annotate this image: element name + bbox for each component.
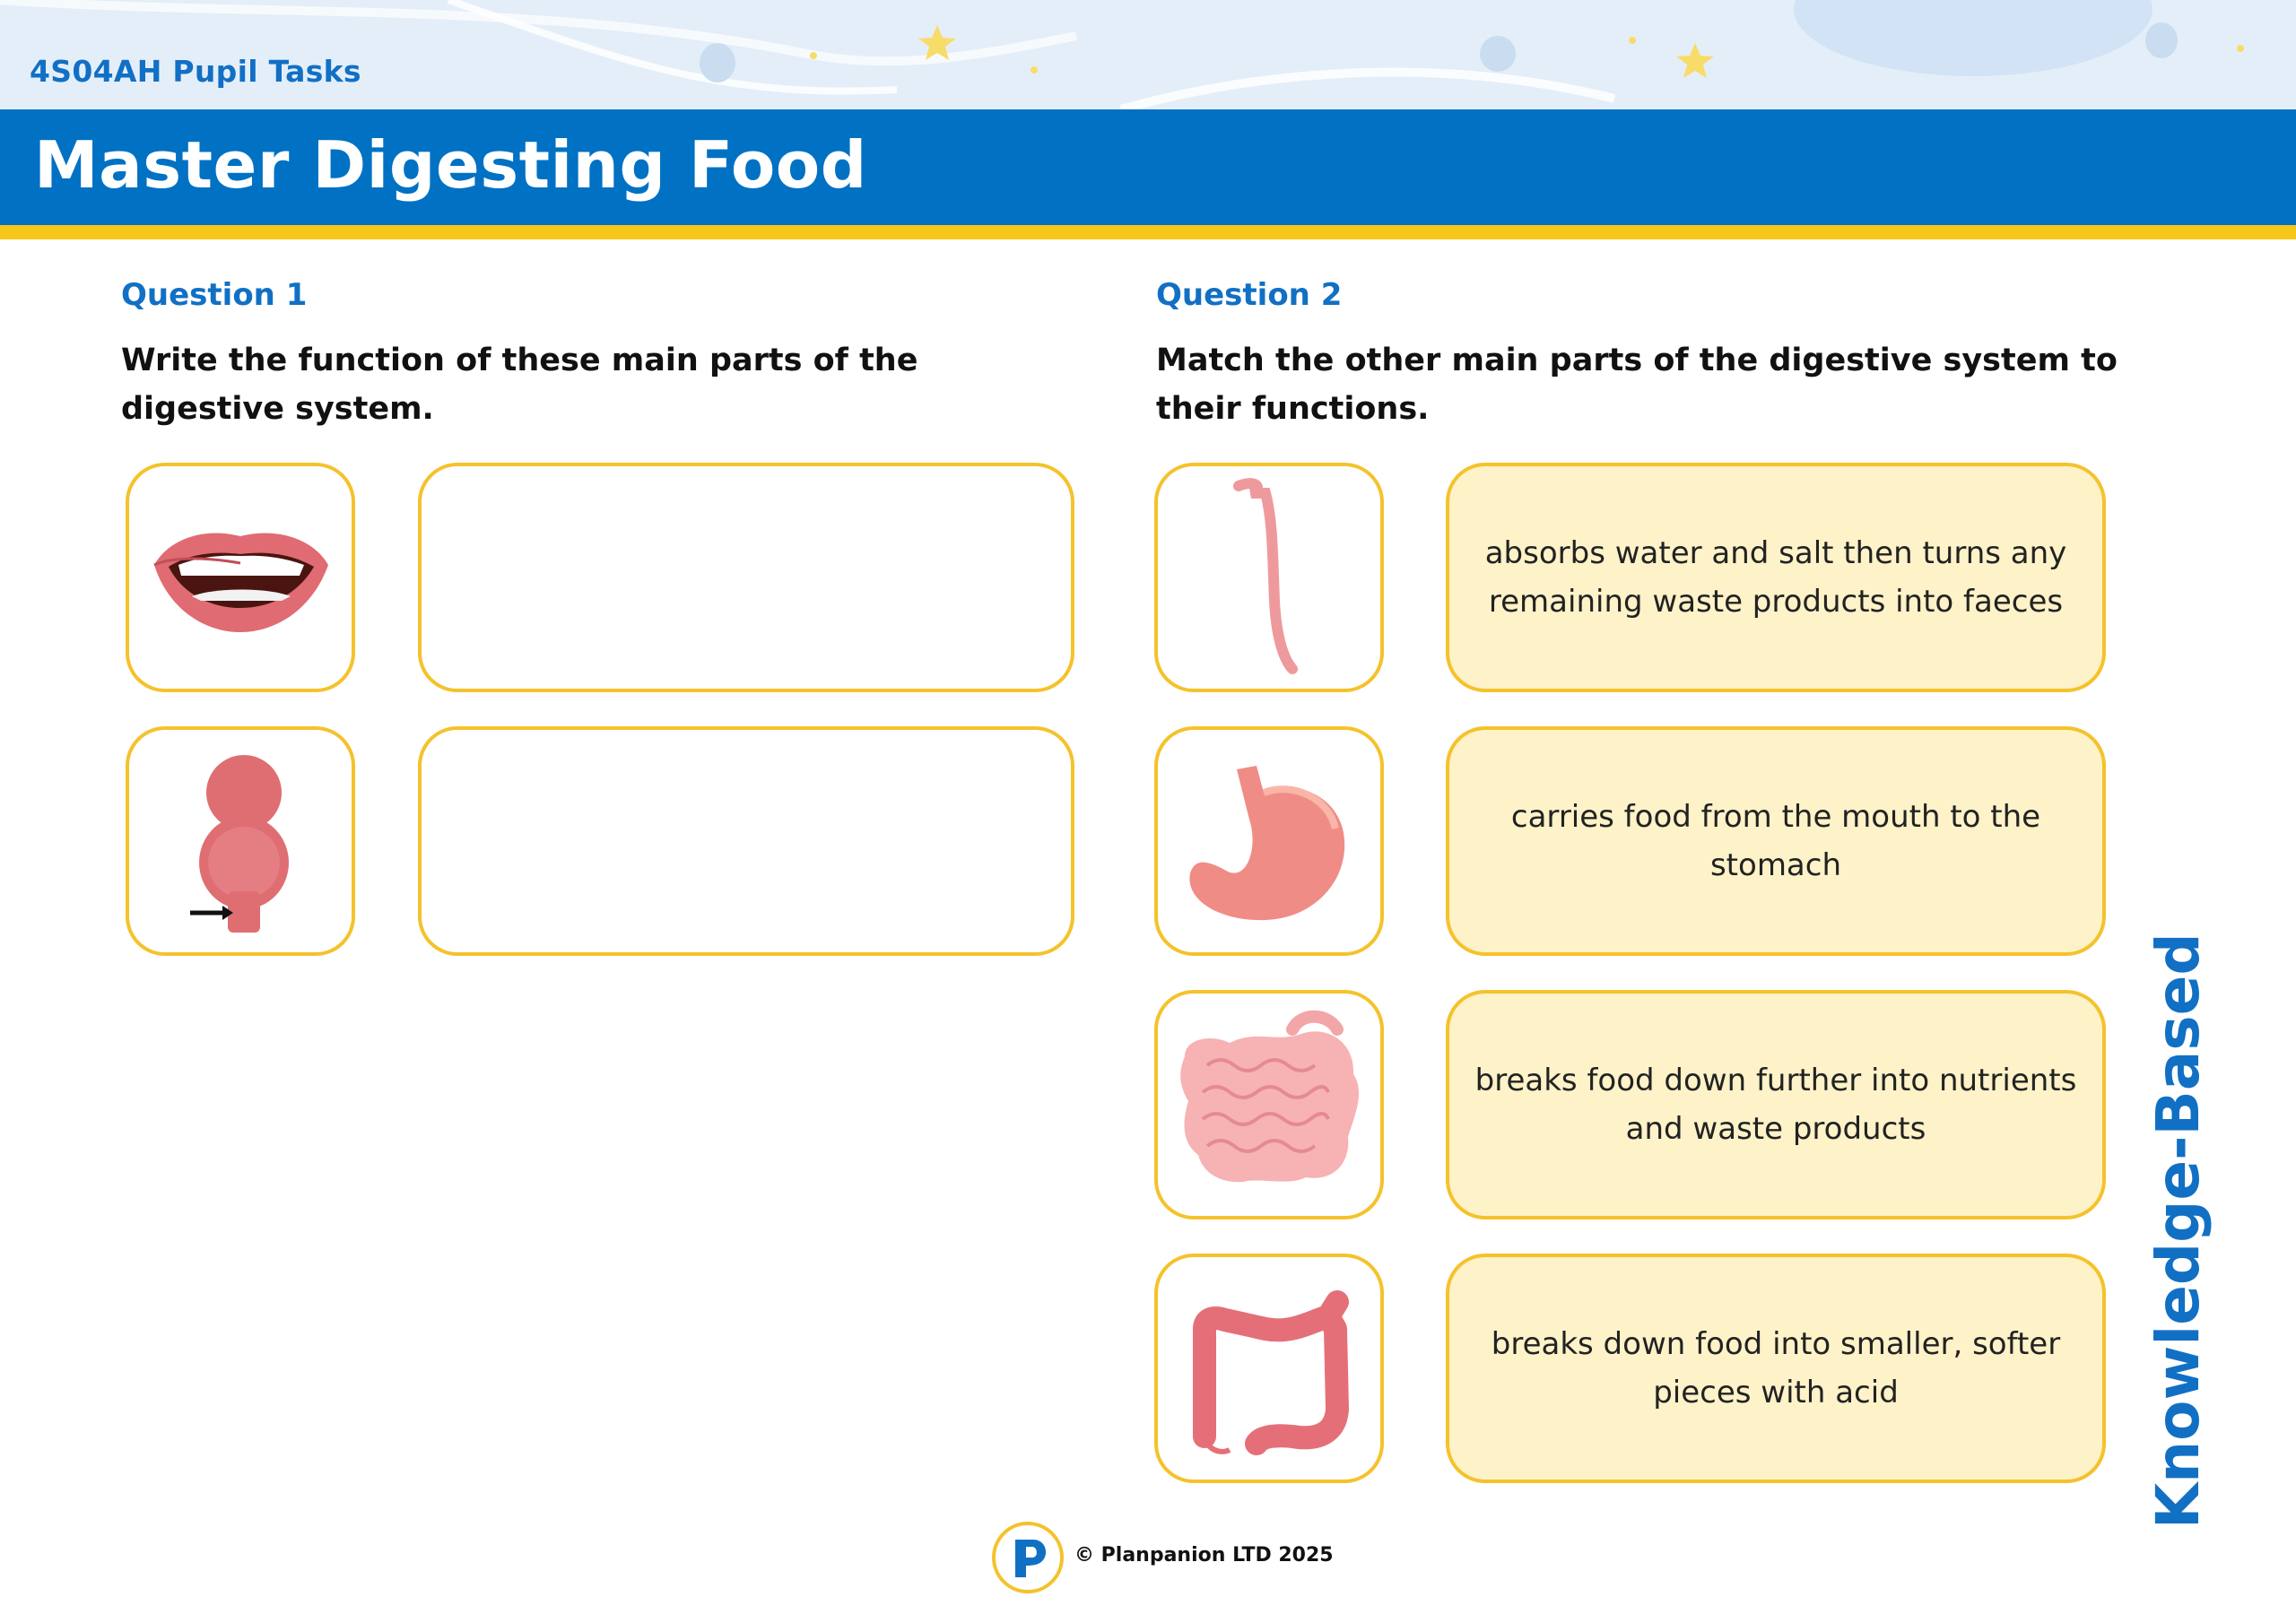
- question-2-image-large-intestine[interactable]: [1154, 1254, 1384, 1483]
- function-card-1[interactable]: absorbs water and salt then turns any remaining waste products into faeces: [1446, 463, 2106, 692]
- title-underline: [0, 225, 2296, 239]
- category-side-label: Knowledge-Based: [2144, 933, 2213, 1529]
- question-1-image-mouth: [126, 463, 355, 692]
- star-icon: [1676, 43, 1714, 78]
- question-2-image-small-intestine[interactable]: [1154, 990, 1384, 1219]
- question-1-instruction: Write the function of these main parts of the digestive system.: [121, 343, 918, 427]
- question-2-instruction: Match the other main parts of the digestive system to their functions.: [1156, 343, 2118, 427]
- question-2-label: Question 2: [1156, 277, 1343, 313]
- worksheet-code: 4S04AH Pupil Tasks: [30, 54, 361, 89]
- question-2-image-stomach[interactable]: [1154, 726, 1384, 956]
- planpanion-logo-icon: [992, 1522, 1064, 1597]
- function-card-3[interactable]: breaks food down further into nutrients and waste products: [1446, 990, 2106, 1219]
- answer-box-mouth[interactable]: [418, 463, 1074, 692]
- question-2-image-oesophagus[interactable]: [1154, 463, 1384, 692]
- page-title: Master Digesting Food: [34, 127, 867, 203]
- oesophagus-icon: [1158, 466, 1380, 689]
- mouth-icon: [129, 466, 352, 689]
- question-1-image-oesophagus: [126, 726, 355, 956]
- copyright-notice: © Planpanion LTD 2025: [1074, 1544, 1334, 1567]
- question-1-label: Question 1: [121, 277, 308, 313]
- large-intestine-icon: [1158, 1257, 1380, 1480]
- oesophagus-detail-icon: [129, 730, 352, 952]
- stomach-icon: [1158, 730, 1380, 952]
- small-intestine-icon: [1158, 994, 1380, 1216]
- function-card-4[interactable]: breaks down food into smaller, softer pieces with acid: [1446, 1254, 2106, 1483]
- function-card-2[interactable]: carries food from the mouth to the stomach: [1446, 726, 2106, 956]
- answer-box-oesophagus[interactable]: [418, 726, 1074, 956]
